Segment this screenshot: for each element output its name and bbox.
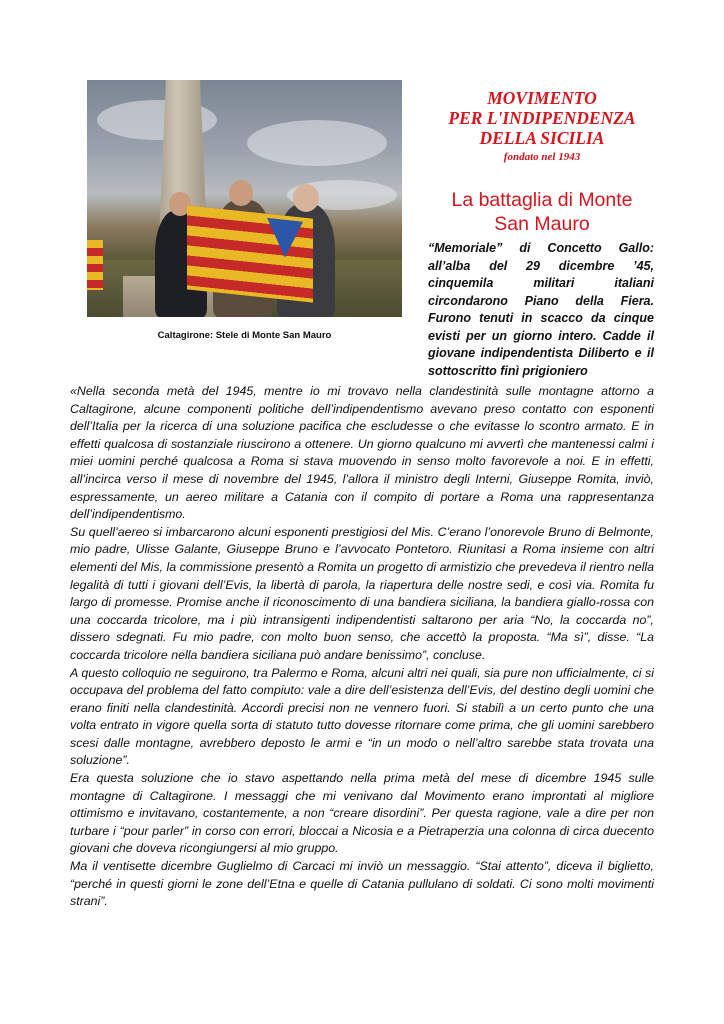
person-right-head [293, 184, 319, 212]
paragraph: Era questa soluzione che io stavo aspettando nella prima metà del mese di dicembre 1945 sulle montagne di Caltagirone. I messaggi che mi venivano dal Movimento erano improntati al migliore ottimismo e invitavano, costantemente, a non “creare disordini”. Per questa ragione, vale a dire per non turbare i “pour parler” in corso con errori, bloccai a Nicosia e a Pietraperzia una colonna di circa duecento giovani che doveva ricongiungersi al mio gruppo. [70, 771, 654, 856]
article-title: La battaglia di Monte San Mauro [451, 189, 633, 235]
paragraph: Ma il ventisette dicembre Guglielmo di Carcaci mi inviò un messaggio. “Stai attento”, diceva il biglietto, “perché in questi giorni le zone dell’Etna e quelle di Catania pullulano di soldati. Ci sono molti movimenti strani”. [70, 859, 654, 909]
movement-heading: MOVIMENTO PER L'INDIPENDENZA DELLA SICILIA [448, 88, 636, 148]
founded-line: fondato nel 1943 [503, 151, 581, 163]
person-center-head [229, 180, 253, 206]
small-flag [87, 240, 103, 290]
photo-caption: Caltagirone: Stele di Monte San Mauro [157, 330, 332, 341]
paragraph: A questo colloquio ne seguirono, tra Palermo e Roma, alcuni altri nei quali, sia pure non ufficialmente, ci si occupava del problema del fatto compiuto: vale a dire dell’esistenza dell’Evis, del destino degli uomini che erano finiti nella clandestinità. Accordi precisi non ne vennero fuori. Si stabilì a un certo punto che una volta entrato in vigore quella sorta di statuto tutto dovesse ritornare come prima, che gli uomini sarebbero scesi dalle montagne, avrebbero deposto le armi e “in un modo o nell’altro sarebbe stata trovata una soluzione”. [70, 665, 654, 768]
photo [87, 80, 402, 317]
paragraph: «Nella seconda metà del 1945, mentre io mi trovavo nella clandestinità sulle montagne attorno a Caltagirone, alcune componenti politiche dell’indipendentismo avevano preso contatto con esponenti dell’Italia per la ricerca di una soluzione pacifica che escludesse o che evitasse lo scontro armato. E in effetti qualcosa di sostanziale riuscirono a ottenere. Un giorno qualcuno mi avvertì che mantenessi calmi i miei uomini perché qualcosa a Roma si stava muovendo in senso molto favorevole a noi. E in effetti, all’incirca verso il mese di novembre del 1945, l’allora il ministro degli Interni, Giuseppe Romita, inviò, espressamente, un aereo militare a Catania con il compito di portare a Roma una rappresentanza dell’indipendentismo. [70, 384, 654, 522]
article-summary: “Memoriale” di Concetto Gallo: all’alba del 29 dicembre ’45, cinquemila militari italiani circondarono Piano della Fiera. Furono tenuti in scacco da cinque evisti per un giorno intero. Cadde il giovane indipendentista Diliberto e il sottoscritto finì prigioniero [428, 241, 654, 378]
article-body [70, 383, 654, 911]
sicilian-flag [187, 205, 313, 302]
paragraph: Su quell’aereo si imbarcarono alcuni esponenti prestigiosi del Mis. C’erano l’onorevole Bruno di Belmonte, mio padre, Ulisse Galante, Giuseppe Bruno e l’avvocato Pontetoro. Riunitasi a Roma insieme con altri elementi del Mis, la commissione presentò a Romita un progetto di armistizio che prevedeva il rientro nella legalità di tutti i giovani dell’Evis, la libertà di parola, la riapertura delle nostre sedi, e così via. Romita fu largo di promesse. Promise anche il riconoscimento di una bandiera siciliana, la bandiera giallo-rossa con una coccarda tricolore, ma i più intransigenti indipendentisti saltarono per aria “No, la coccarda no”, dissero sdegnati. Fu mio padre, con molto buon senso, che accettò la proposta. “Ma sì”, disse. “La coccarda tricolore nella bandiera siciliana può andare benissimo”, concluse. [70, 524, 654, 662]
